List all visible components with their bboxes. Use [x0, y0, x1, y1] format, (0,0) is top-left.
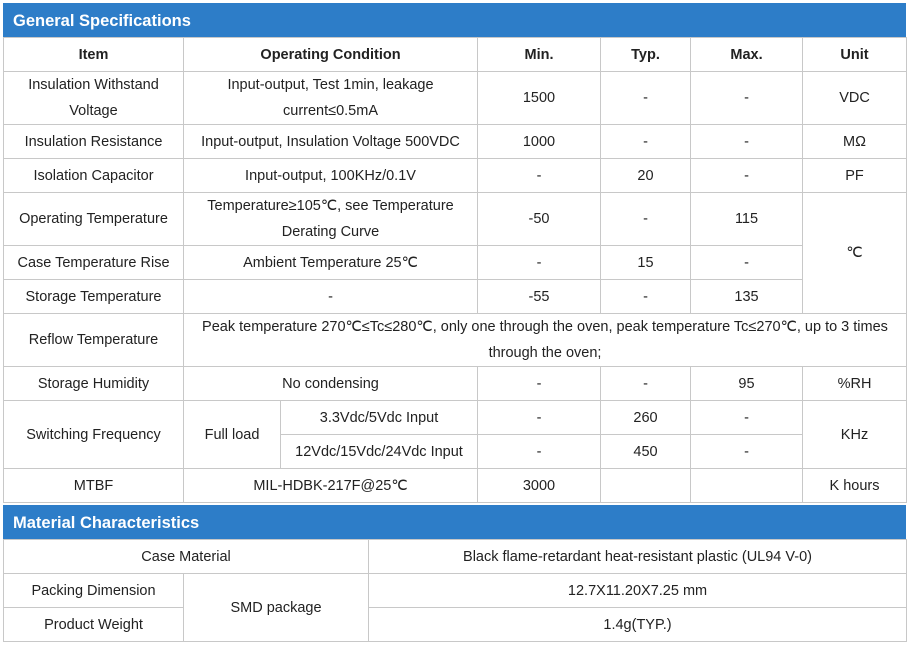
condition-cell: Input-output, 100KHz/0.1V [184, 159, 478, 193]
condition-cell: No condensing [184, 367, 478, 401]
condition-cell: - [184, 280, 478, 314]
header-min: Min. [478, 38, 601, 72]
item-cell: MTBF [4, 469, 184, 503]
packing-dimension-value: 12.7X11.20X7.25 mm [369, 574, 907, 608]
general-specifications-table [3, 37, 907, 503]
table-header-row [4, 38, 907, 72]
typ-cell: - [601, 193, 691, 246]
unit-cell: ℃ [803, 193, 907, 314]
table-row [4, 280, 907, 314]
item-cell: Storage Temperature [4, 280, 184, 314]
max-cell: - [691, 435, 803, 469]
min-cell: - [478, 435, 601, 469]
unit-cell: VDC [803, 72, 907, 125]
table-row [4, 159, 907, 193]
max-cell: 115 [691, 193, 803, 246]
general-specifications-title: General Specifications [3, 3, 906, 37]
typ-cell: - [601, 367, 691, 401]
min-cell: - [478, 246, 601, 280]
max-cell [691, 469, 803, 503]
table-row [4, 193, 907, 246]
product-weight-value: 1.4g(TYP.) [369, 608, 907, 642]
unit-cell: MΩ [803, 125, 907, 159]
packing-dimension-label: Packing Dimension [4, 574, 184, 608]
table-row [4, 367, 907, 401]
item-cell: Insulation Withstand Voltage [4, 72, 184, 125]
unit-cell: KHz [803, 401, 907, 469]
item-cell: Reflow Temperature [4, 314, 184, 367]
min-cell: - [478, 401, 601, 435]
unit-cell: K hours [803, 469, 907, 503]
min-cell: 1500 [478, 72, 601, 125]
typ-cell: 450 [601, 435, 691, 469]
condition-cell: Input-output, Insulation Voltage 500VDC [184, 125, 478, 159]
max-cell: - [691, 125, 803, 159]
item-cell: Isolation Capacitor [4, 159, 184, 193]
table-row [4, 608, 907, 642]
min-cell: 1000 [478, 125, 601, 159]
item-cell: Insulation Resistance [4, 125, 184, 159]
typ-cell: - [601, 125, 691, 159]
item-cell: Switching Frequency [4, 401, 184, 469]
unit-cell: PF [803, 159, 907, 193]
header-operating-condition: Operating Condition [184, 38, 478, 72]
header-max: Max. [691, 38, 803, 72]
table-row [4, 125, 907, 159]
case-material-value: Black flame-retardant heat-resistant plastic (UL94 V-0) [369, 540, 907, 574]
condition-cell: Input-output, Test 1min, leakage current≤0.5mA [184, 72, 478, 125]
item-cell: Operating Temperature [4, 193, 184, 246]
condition-cell: Ambient Temperature 25℃ [184, 246, 478, 280]
table-row [4, 72, 907, 125]
min-cell: - [478, 367, 601, 401]
max-cell: 95 [691, 367, 803, 401]
min-cell: 3000 [478, 469, 601, 503]
condition-cell: Peak temperature 270℃≤Tc≤280℃, only one through the oven, peak temperature Tc≤270℃, up to 3 times through the oven; [184, 314, 907, 367]
load-cell: Full load [184, 401, 281, 469]
material-characteristics-title: Material Characteristics [3, 505, 906, 539]
table-row [4, 246, 907, 280]
input-cell: 12Vdc/15Vdc/24Vdc Input [281, 435, 478, 469]
table-row [4, 574, 907, 608]
spec-sheet [3, 0, 906, 642]
condition-cell: MIL-HDBK-217F@25℃ [184, 469, 478, 503]
condition-cell: Temperature≥105℃, see Temperature Derating Curve [184, 193, 478, 246]
table-row [4, 540, 907, 574]
table-row [4, 401, 907, 435]
typ-cell: 15 [601, 246, 691, 280]
max-cell: 135 [691, 280, 803, 314]
max-cell: - [691, 72, 803, 125]
min-cell: - [478, 159, 601, 193]
input-cell: 3.3Vdc/5Vdc Input [281, 401, 478, 435]
package-type-cell: SMD package [184, 574, 369, 642]
header-typ: Typ. [601, 38, 691, 72]
typ-cell: - [601, 72, 691, 125]
header-item: Item [4, 38, 184, 72]
max-cell: - [691, 246, 803, 280]
table-row [4, 469, 907, 503]
max-cell: - [691, 401, 803, 435]
item-cell: Case Temperature Rise [4, 246, 184, 280]
item-cell: Storage Humidity [4, 367, 184, 401]
unit-cell: %RH [803, 367, 907, 401]
max-cell: - [691, 159, 803, 193]
material-characteristics-table [3, 539, 907, 642]
case-material-label: Case Material [4, 540, 369, 574]
typ-cell: 260 [601, 401, 691, 435]
product-weight-label: Product Weight [4, 608, 184, 642]
header-unit: Unit [803, 38, 907, 72]
table-row [4, 314, 907, 367]
typ-cell: - [601, 280, 691, 314]
min-cell: -50 [478, 193, 601, 246]
typ-cell: 20 [601, 159, 691, 193]
min-cell: -55 [478, 280, 601, 314]
typ-cell [601, 469, 691, 503]
